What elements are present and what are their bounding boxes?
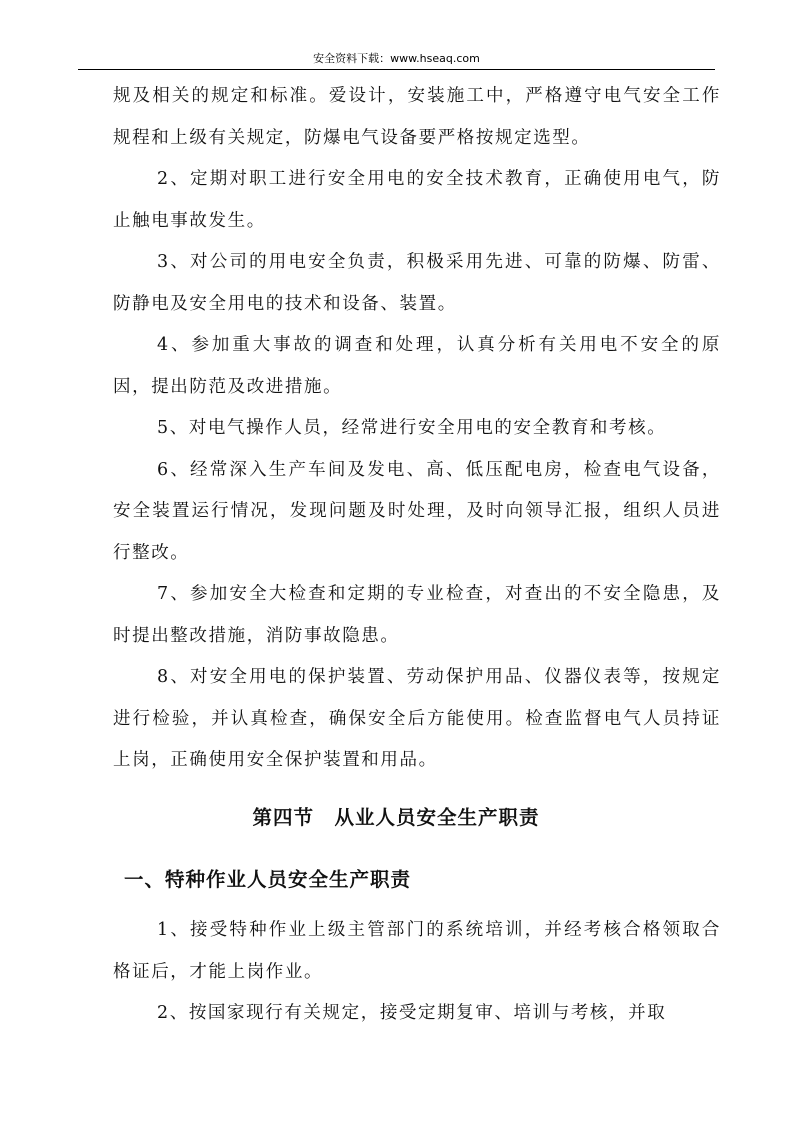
document-body-bottom (113, 910, 721, 1035)
paragraph-item-2: 2、定期对职工进行安全用电的安全技术教育，正确使用电气，防止触电事故发生。 (113, 169, 721, 231)
paragraph-item-7: 7、参加安全大检查和定期的专业检查，对查出的不安全隐患，及时提出整改措施，消防事故隐患。 (113, 584, 721, 646)
paragraph-item-5: 5、对电气操作人员，经常进行安全用电的安全教育和考核。 (157, 418, 667, 438)
sub-section-title: 一、特种作业人员安全生产职责 (124, 868, 412, 891)
header-site-label: 安全资料下载：www.hseaq.com (313, 52, 480, 65)
paragraph-item-2-b: 2、按国家现行有关规定，接受定期复审、培训与考核，并取 (157, 1003, 667, 1023)
paragraph-continuation: 规及相关的规定和标准。爱设计，安装施工中，严格遵守电气安全工作规程和上级有关规定，防爆电气设备要严格按规定选型。 (113, 86, 721, 148)
paragraph-item-6: 6、经常深入生产车间及发电、高、低压配电房，检查电气设备，安全装置运行情况，发现问题及时处理，及时向领导汇报，组织人员进行整改。 (113, 459, 721, 563)
section-title: 第四节 从业人员安全生产职责 (252, 806, 540, 829)
page-header (78, 0, 715, 70)
paragraph-item-8: 8、对安全用电的保护装置、劳动保护用品、仪器仪表等，按规定进行检验，并认真检查，确保安全后方能使用。检查监督电气人员持证上岗，正确使用安全保护装置和用品。 (113, 667, 721, 770)
paragraph-item-3: 3、对公司的用电安全负责，积极采用先进、可靠的防爆、防雷、防静电及安全用电的技术和设备、装置。 (113, 252, 721, 314)
paragraph-item-4: 4、参加重大事故的调查和处理，认真分析有关用电不安全的原因，提出防范及改进措施。 (113, 335, 721, 397)
document-body-top (113, 76, 721, 782)
paragraph-item-1-b: 1、接受特种作业上级主管部门的系统培训，并经考核合格领取合格证后，才能上岗作业。 (113, 920, 721, 982)
